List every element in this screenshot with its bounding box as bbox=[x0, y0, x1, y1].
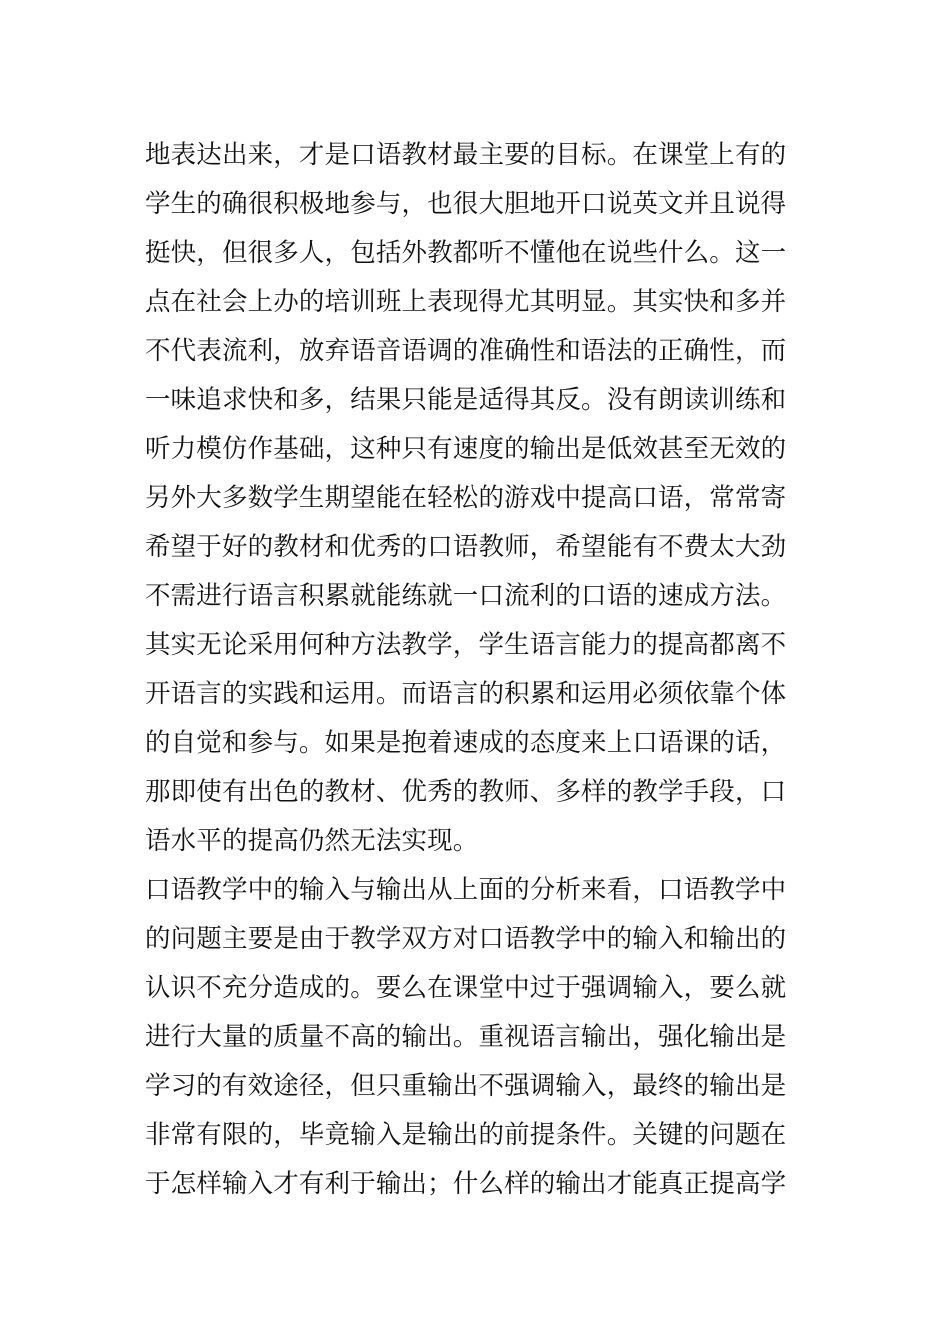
text-line-17: 的问题主要是由于教学双方对口语教学中的输入和输出的 bbox=[145, 924, 787, 954]
text-line-22: 于怎样输入才有利于输出；什么样的输出才能真正提高学 bbox=[145, 1169, 787, 1199]
text-line-5: 不代表流利，放弃语音语调的准确性和语法的正确性，而 bbox=[145, 336, 787, 366]
text-line-16: 口语教学中的输入与输出从上面的分析来看，口语教学中 bbox=[145, 875, 787, 905]
text-line-18: 认识不充分造成的。要么在课堂中过于强调输入，要么就 bbox=[145, 973, 787, 1003]
text-line-19: 进行大量的质量不高的输出。重视语言输出，强化输出是 bbox=[145, 1022, 787, 1052]
text-line-21: 非常有限的，毕竟输入是输出的前提条件。关键的问题在 bbox=[145, 1120, 787, 1150]
text-line-8: 另外大多数学生期望能在轻松的游戏中提高口语，常常寄 bbox=[145, 483, 787, 513]
text-line-4: 点在社会上办的培训班上表现得尤其明显。其实快和多并 bbox=[145, 287, 787, 317]
text-line-15: 语水平的提高仍然无法实现。 bbox=[145, 826, 479, 856]
text-line-1: 地表达出来，才是口语教材最主要的目标。在课堂上有的 bbox=[145, 140, 787, 170]
text-line-14: 那即使有出色的教材、优秀的教师、多样的教学手段，口 bbox=[145, 777, 787, 807]
text-line-10: 不需进行语言积累就能练就一口流利的口语的速成方法。 bbox=[145, 581, 787, 611]
text-line-12: 开语言的实践和运用。而语言的积累和运用必须依靠个体 bbox=[145, 679, 787, 709]
text-line-6: 一味追求快和多，结果只能是适得其反。没有朗读训练和 bbox=[145, 385, 787, 415]
text-line-3: 挺快，但很多人，包括外教都听不懂他在说些什么。这一 bbox=[145, 238, 787, 268]
text-line-11: 其实无论采用何种方法教学，学生语言能力的提高都离不 bbox=[145, 630, 787, 660]
text-line-13: 的自觉和参与。如果是抱着速成的态度来上口语课的话， bbox=[145, 728, 787, 758]
text-line-20: 学习的有效途径，但只重输出不强调输入，最终的输出是 bbox=[145, 1071, 787, 1101]
text-line-7: 听力模仿作基础，这种只有速度的输出是低效甚至无效的 bbox=[145, 434, 787, 464]
text-line-2: 学生的确很积极地参与，也很大胆地开口说英文并且说得 bbox=[145, 189, 787, 219]
body-text bbox=[145, 131, 815, 1209]
text-line-9: 希望于好的教材和优秀的口语教师，希望能有不费太大劲 bbox=[145, 532, 787, 562]
